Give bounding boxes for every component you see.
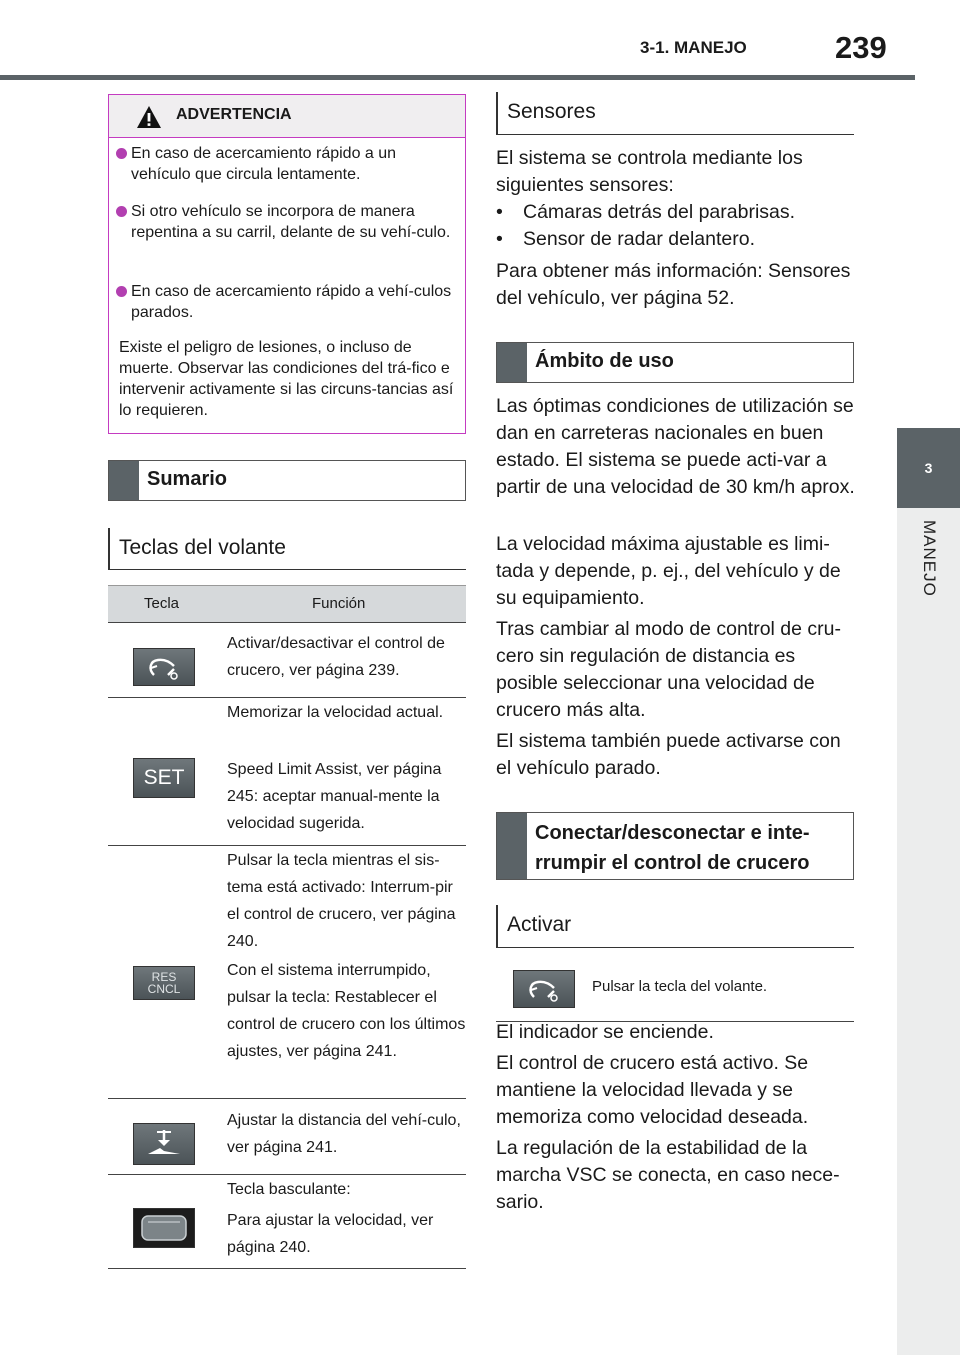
activar-heading: Activar [496,905,854,948]
warning-bullet: En caso de acercamiento rápido a un vehículo que circula lentamente. [131,143,455,185]
paragraph: Las óptimas condiciones de utilización se dan en carreteras nacionales en buen estado. El sistema se puede acti-var a partir de una velocidad de 30 km/h aprox. [496,395,855,498]
section-title: 3-1. MANEJO [640,38,747,57]
rocker-key [133,1208,195,1248]
sumario-heading: Sumario [108,460,466,501]
set-key: SET [133,758,195,798]
sensores-intro: El sistema se controla mediante los siguientes sensores: [496,147,803,196]
cruise-control-icon [134,649,194,685]
teclas-heading: Teclas del volante [108,528,466,570]
sensores-heading: Sensores [496,92,854,135]
table-row-function: Con el sistema interrumpido, pulsar la tecla: Restablecer el control de crucero con los últimos ajustes, ver página 241. [227,962,466,1060]
page-number: 239 [835,30,887,65]
paragraph: El sistema también puede activarse con el vehículo parado. [496,730,841,779]
paragraph: La regulación de la estabilidad de la marcha VSC se conecta, en caso nece-sario. [496,1137,840,1213]
table-row-function: Memorizar la velocidad actual. [227,704,444,721]
distance-key [133,1123,195,1165]
warning-title: ADVERTENCIA [176,106,292,123]
warning-box [108,94,466,434]
cruise-control-key [133,648,195,686]
warning-triangle-icon [136,105,162,129]
bullet-dot-icon [116,286,127,297]
table-row-function: Tecla basculante: [227,1181,351,1198]
table-row-function: Activar/desactivar el control de crucero, ver página 239. [227,635,445,679]
paragraph: El control de crucero está activo. Se mantiene la velocidad llevada y se memoriza como velocidad deseada. [496,1052,809,1128]
chapter-tab-label: MANEJO [920,520,939,597]
activar-key-text: Pulsar la tecla del volante. [592,978,768,995]
chapter-tab: 3 [897,428,960,508]
conectar-heading: Conectar/desconectar e inte- rrumpir el control de crucero [496,812,854,880]
cruise-control-icon [514,971,574,1007]
table-row-function: Pulsar la tecla mientras el sis-tema está activado: Interrum-pir el control de crucero, ver página 240. [227,852,456,950]
column-header-tecla: Tecla [144,595,180,612]
paragraph: El indicador se enciende. [496,1021,714,1043]
table-header [108,585,466,623]
bullet-dot-icon [116,148,127,159]
column-header-funcion: Función [312,595,366,612]
chapter-tab-strip [897,508,960,1355]
warning-text: Existe el peligro de lesiones, o incluso de muerte. Observar las condiciones del trá-fico e intervenir activamente si las circuns-tancias así lo requieren. [119,339,454,419]
table-row-function: Ajustar la distancia del vehí-culo, ver página 241. [227,1112,461,1156]
distance-icon [134,1124,194,1164]
header-rule [0,75,915,80]
ambito-heading: Ámbito de uso [496,342,854,383]
sensores-more: Para obtener más información: Sensores del vehículo, ver página 52. [496,260,851,309]
cruise-control-key [513,970,575,1008]
table-row-function: Speed Limit Assist, ver página 245: aceptar manual-mente la velocidad sugerida. [227,761,442,832]
paragraph: Tras cambiar al modo de control de cru-cero sin regulación de distancia es posible seleccionar una velocidad de crucero más alta. [496,618,842,721]
warning-bullet: Si otro vehículo se incorpora de manera repentina a su carril, delante de su vehí-culo. [131,201,455,243]
warning-header [109,95,465,138]
res-cncl-key: RES CNCL [133,966,195,1000]
table-row-function: Para ajustar la velocidad, ver página 240. [227,1212,434,1256]
bullet-dot-icon [116,206,127,217]
paragraph: La velocidad máxima ajustable es limi-tada y depende, p. ej., del vehículo y de su equipamiento. [496,533,841,609]
warning-bullet: En caso de acercamiento rápido a vehí-culos parados. [131,281,455,323]
rocker-switch-icon [134,1209,194,1247]
